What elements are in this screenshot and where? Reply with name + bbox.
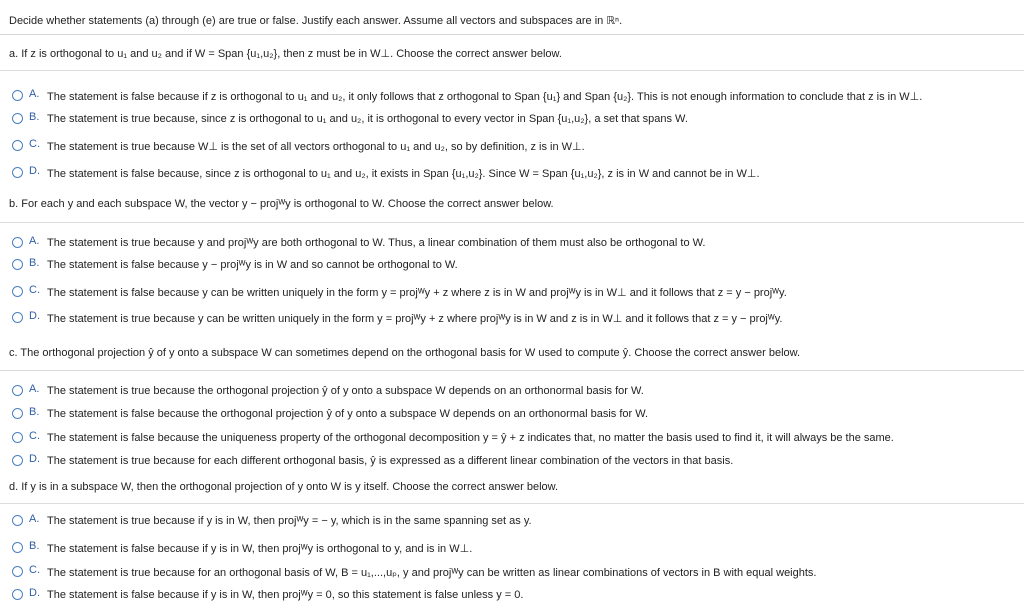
- radio-icon[interactable]: [12, 312, 23, 323]
- radio-icon[interactable]: [12, 167, 23, 178]
- radio-icon[interactable]: [12, 237, 23, 248]
- question-c-prompt: c. The orthogonal projection ŷ of y onto a subspace W can sometimes depend on the orthogonal basis for W used to compute ŷ. Choose the correct answer below.: [9, 347, 801, 359]
- instructions-header: [0, 0, 1024, 35]
- radio-icon[interactable]: [12, 455, 23, 466]
- radio-icon[interactable]: [12, 589, 23, 600]
- radio-icon[interactable]: [12, 542, 23, 553]
- divider: [0, 70, 1024, 71]
- radio-icon[interactable]: [12, 286, 23, 297]
- divider: [0, 370, 1024, 371]
- question-d-prompt: d. If y is in a subspace W, then the orthogonal projection of y onto W is y itself. Choose the correct answer below.: [9, 481, 559, 493]
- radio-icon[interactable]: [12, 140, 23, 151]
- radio-icon[interactable]: [12, 259, 23, 270]
- question-b-prompt: b. For each y and each subspace W, the vector y − projᵂy is orthogonal to W. Choose the correct answer below.: [9, 198, 554, 210]
- divider: [0, 222, 1024, 223]
- question-a-prompt: a. If z is orthogonal to u₁ and u₂ and if W = Span {u₁,u₂}, then z must be in W⊥. Choose the correct answer below.: [9, 48, 562, 60]
- divider: [0, 503, 1024, 504]
- radio-icon[interactable]: [12, 432, 23, 443]
- radio-icon[interactable]: [12, 90, 23, 101]
- radio-icon[interactable]: [12, 113, 23, 124]
- radio-icon[interactable]: [12, 566, 23, 577]
- radio-icon[interactable]: [12, 515, 23, 526]
- radio-icon[interactable]: [12, 385, 23, 396]
- instructions-text: Decide whether statements (a) through (e) are true or false. Justify each answer. Assume all vectors and subspaces are in ℝⁿ.: [9, 15, 623, 27]
- radio-icon[interactable]: [12, 408, 23, 419]
